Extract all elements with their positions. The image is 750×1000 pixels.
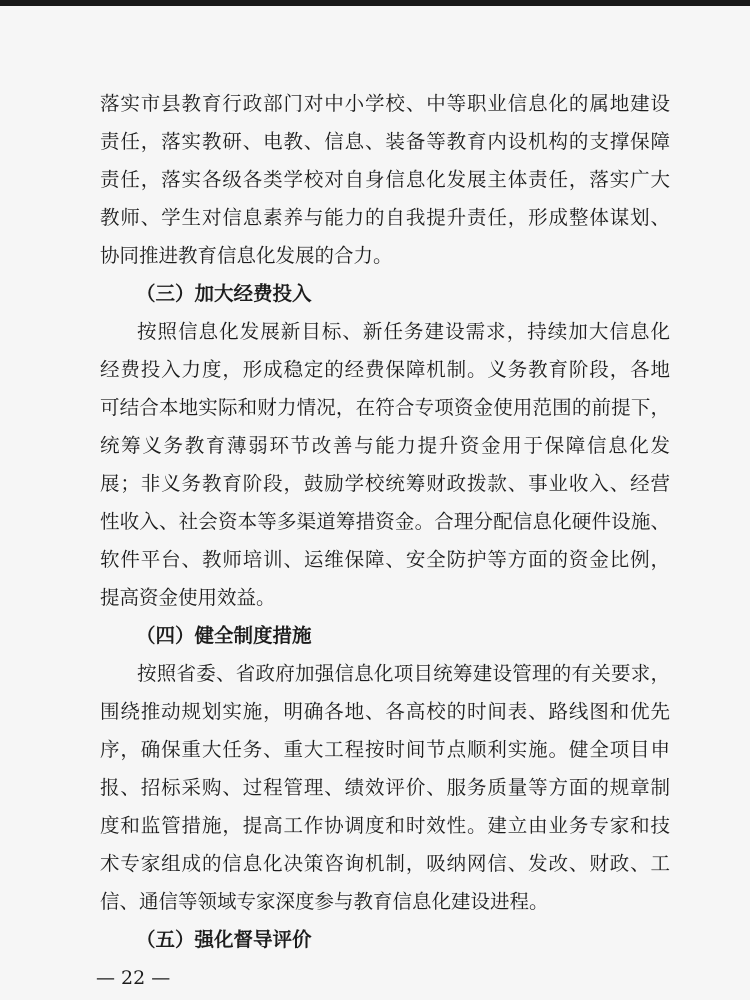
paragraph-line: 可结合本地实际和财力情况，在符合专项资金使用范围的前提下， bbox=[100, 396, 670, 419]
paragraph-line: 信、通信等领域专家深度参与教育信息化建设进程。 bbox=[100, 890, 549, 913]
paragraph-line: 报、招标采购、过程管理、绩效评价、服务质量等方面的规章制 bbox=[100, 776, 670, 799]
paragraph-line: 围绕推动规划实施，明确各地、各高校的时间表、路线图和优先 bbox=[100, 700, 670, 723]
paragraph-line: 提高资金使用效益。 bbox=[100, 586, 276, 609]
page-number: — 22 — bbox=[96, 967, 171, 989]
paragraph-line: 性收入、社会资本等多渠道筹措资金。合理分配信息化硬件设施、 bbox=[100, 510, 670, 533]
paragraph-line: 统筹义务教育薄弱环节改善与能力提升资金用于保障信息化发 bbox=[100, 434, 670, 457]
paragraph-line: 按照信息化发展新目标、新任务建设需求，持续加大信息化 bbox=[137, 320, 670, 343]
paragraph-line: 按照省委、省政府加强信息化项目统筹建设管理的有关要求， bbox=[137, 662, 670, 685]
paragraph-line: 责任，落实教研、电教、信息、装备等教育内设机构的支撑保障 bbox=[100, 130, 670, 153]
top-edge-bar bbox=[0, 0, 750, 6]
section-heading-5: （五）强化督导评价 bbox=[136, 928, 312, 951]
paragraph-line: 责任，落实各级各类学校对自身信息化发展主体责任，落实广大 bbox=[100, 168, 670, 191]
paragraph-line: 落实市县教育行政部门对中小学校、中等职业信息化的属地建设 bbox=[100, 92, 670, 115]
paragraph-line: 展；非义务教育阶段，鼓励学校统筹财政拨款、事业收入、经营 bbox=[100, 472, 670, 495]
paragraph-line: 教师、学生对信息素养与能力的自我提升责任，形成整体谋划、 bbox=[100, 206, 670, 229]
section-heading-4: （四）健全制度措施 bbox=[136, 624, 312, 647]
paragraph-line: 度和监管措施，提高工作协调度和时效性。建立由业务专家和技 bbox=[100, 814, 670, 837]
paragraph-line: 序，确保重大任务、重大工程按时间节点顺利实施。健全项目申 bbox=[100, 738, 670, 761]
paragraph-line: 术专家组成的信息化决策咨询机制，吸纳网信、发改、财政、工 bbox=[100, 852, 670, 875]
section-heading-3: （三）加大经费投入 bbox=[136, 282, 312, 305]
paragraph-line: 协同推进教育信息化发展的合力。 bbox=[100, 244, 393, 267]
paragraph-line: 软件平台、教师培训、运维保障、安全防护等方面的资金比例， bbox=[100, 548, 670, 571]
paragraph-line: 经费投入力度，形成稳定的经费保障机制。义务教育阶段，各地 bbox=[100, 358, 670, 381]
